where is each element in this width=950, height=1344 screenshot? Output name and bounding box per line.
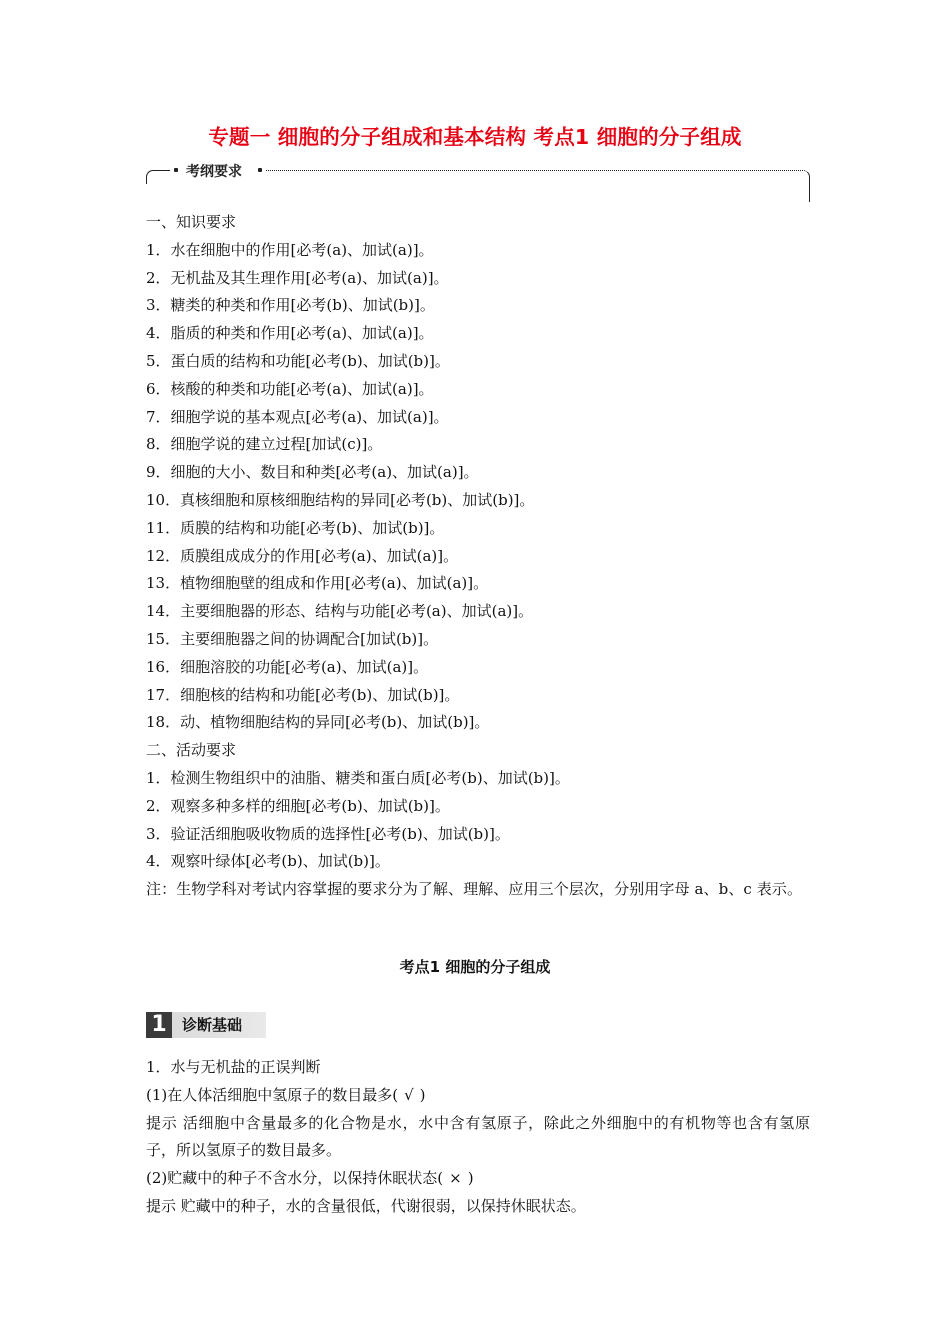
section-title: 考点1 细胞的分子组成 bbox=[399, 958, 551, 976]
knowledge-item: 14．主要细胞器的形态、结构与功能[必考(a)、加试(a)]。 bbox=[146, 602, 534, 621]
knowledge-item: 4．脂质的种类和作用[必考(a)、加试(a)]。 bbox=[146, 324, 434, 343]
knowledge-heading: 一、知识要求 bbox=[146, 213, 237, 231]
activity-item: 3．验证活细胞吸收物质的选择性[必考(b)、加试(b)]。 bbox=[146, 824, 510, 843]
question-1 bbox=[146, 1082, 810, 1110]
frame-dot bbox=[258, 168, 262, 172]
frame-right-border bbox=[266, 170, 810, 202]
knowledge-item: 8．细胞学说的建立过程[加试(c)]。 bbox=[146, 435, 383, 454]
cross-mark-icon: × bbox=[449, 1169, 462, 1188]
check-mark-icon: √ bbox=[404, 1085, 414, 1104]
question-1-close: ) bbox=[419, 1085, 426, 1104]
exercise-block bbox=[146, 1054, 810, 1221]
knowledge-item: 11．质膜的结构和功能[必考(b)、加试(b)]。 bbox=[146, 518, 445, 537]
diagnosis-number: 1 bbox=[146, 1012, 172, 1038]
activity-item: 4．观察叶绿体[必考(b)、加试(b)]。 bbox=[146, 852, 390, 871]
knowledge-item: 17．细胞核的结构和功能[必考(b)、加试(b)]。 bbox=[146, 685, 460, 704]
diagnosis-banner bbox=[146, 1012, 266, 1038]
frame-dot bbox=[174, 168, 178, 172]
knowledge-item: 5．蛋白质的结构和功能[必考(b)、加试(b)]。 bbox=[146, 351, 450, 370]
question-1-text: (1)在人体活细胞中氢原子的数目最多( bbox=[146, 1085, 399, 1104]
knowledge-item: 13．植物细胞壁的组成和作用[必考(a)、加试(a)]。 bbox=[146, 574, 489, 593]
activity-item: 1．检测生物组织中的油脂、糖类和蛋白质[必考(b)、加试(b)]。 bbox=[146, 768, 570, 787]
knowledge-item: 1．水在细胞中的作用[必考(a)、加试(a)]。 bbox=[146, 240, 434, 259]
question-2-hint: 提示 贮藏中的种子，水的含量很低，代谢很弱，以保持休眠状态。 bbox=[146, 1196, 586, 1215]
diagnosis-label: 诊断基础 bbox=[182, 1016, 243, 1034]
knowledge-item: 18．动、植物细胞结构的异同[必考(b)、加试(b)]。 bbox=[146, 713, 490, 732]
knowledge-item: 2．无机盐及其生理作用[必考(a)、加试(a)]。 bbox=[146, 268, 449, 287]
activity-heading: 二、活动要求 bbox=[146, 741, 237, 760]
knowledge-item: 3．糖类的种类和作用[必考(b)、加试(b)]。 bbox=[146, 296, 435, 315]
knowledge-item: 16．细胞溶胶的功能[必考(a)、加试(a)]。 bbox=[146, 657, 429, 676]
page-title: 专题一 细胞的分子组成和基本结构 考点1 细胞的分子组成 bbox=[208, 125, 742, 149]
question-2-text: (2)贮藏中的种子不含水分，以保持休眠状态( bbox=[146, 1169, 444, 1188]
activity-item: 2．观察多种多样的细胞[必考(b)、加试(b)]。 bbox=[146, 796, 450, 815]
question-2-close: ) bbox=[467, 1169, 474, 1188]
requirements-label: 考纲要求 bbox=[186, 164, 242, 180]
note-text: 注：生物学科对考试内容掌握的要求分为了解、理解、应用三个层次，分别用字母 a、b、c 表示。 bbox=[146, 880, 803, 899]
knowledge-item: 7．细胞学说的基本观点[必考(a)、加试(a)]。 bbox=[146, 407, 449, 426]
knowledge-item: 10．真核细胞和原核细胞结构的异同[必考(b)、加试(b)]。 bbox=[146, 490, 535, 509]
requirements-body bbox=[146, 209, 810, 904]
exercise-heading: 1．水与无机盐的正误判断 bbox=[146, 1058, 321, 1076]
knowledge-item: 6．核酸的种类和功能[必考(a)、加试(a)]。 bbox=[146, 379, 434, 398]
knowledge-item: 15．主要细胞器之间的协调配合[加试(b)]。 bbox=[146, 629, 439, 648]
requirements-frame bbox=[146, 170, 810, 202]
knowledge-item: 12．质膜组成成分的作用[必考(a)、加试(a)]。 bbox=[146, 546, 459, 565]
question-2 bbox=[146, 1165, 810, 1193]
question-1-hint: 提示 活细胞中含量最多的化合物是水，水中含有氢原子，除此之外细胞中的有机物等也含有氢原子，所以氢原子的数目最多。 bbox=[146, 1113, 810, 1160]
knowledge-item: 9．细胞的大小、数目和种类[必考(a)、加试(a)]。 bbox=[146, 463, 479, 482]
frame-left-border bbox=[146, 170, 170, 184]
